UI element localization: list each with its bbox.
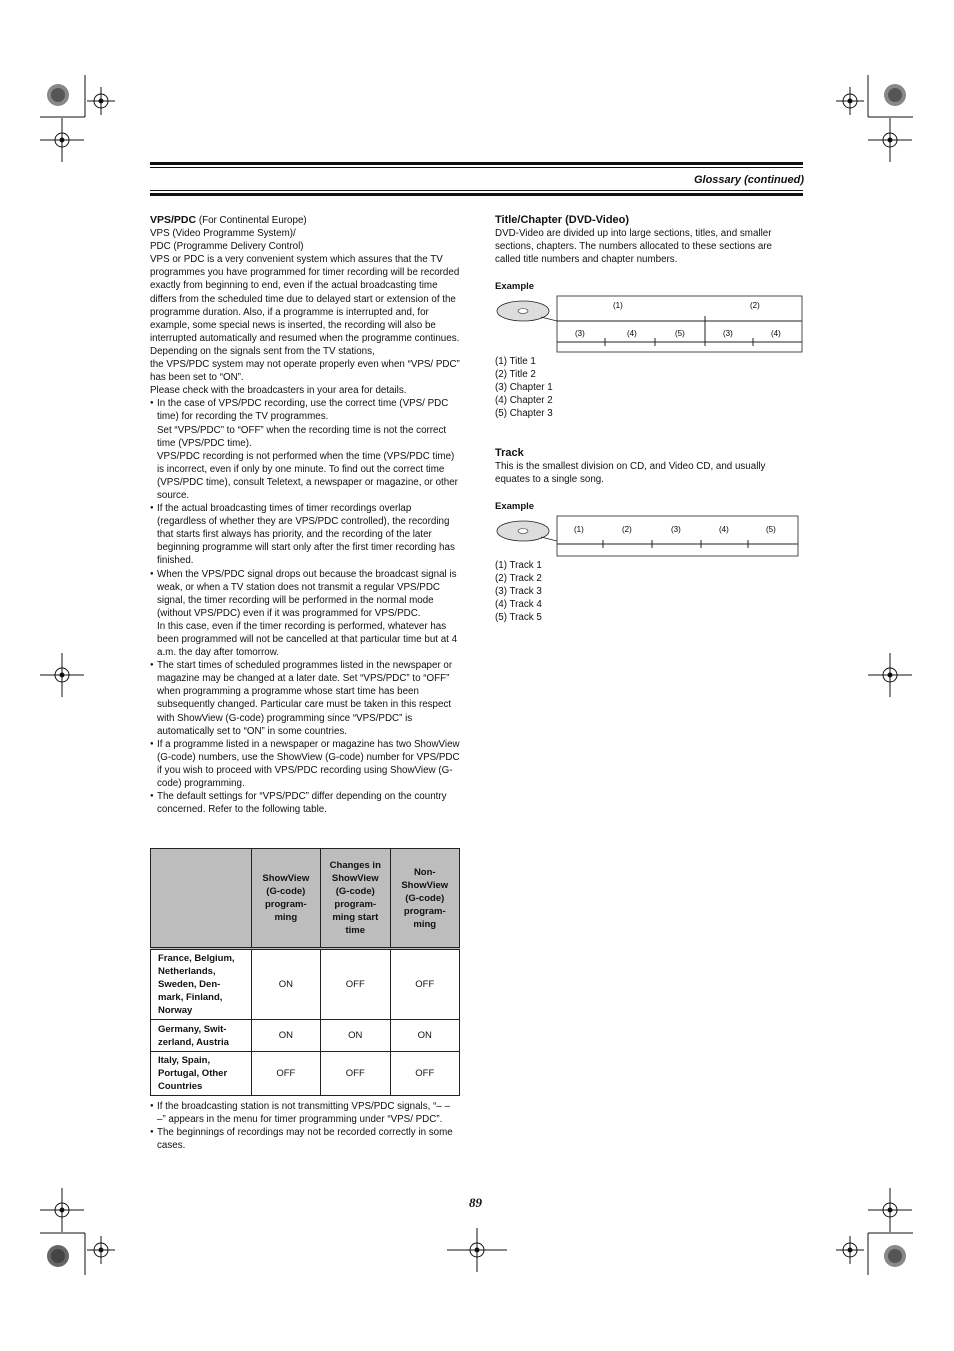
legend-item: (4) Track 4	[495, 599, 542, 611]
table-header-row	[151, 849, 460, 949]
table-header-cell: Changes in ShowView (G-code) program- ming start time	[321, 849, 390, 949]
table-cell: OFF	[390, 949, 459, 1020]
vps-bullet: ● The default settings for “VPS/PDC” differ depending on the country concerned. Refer to the following table.	[150, 790, 460, 816]
vps-footnote: ● If the broadcasting station is not transmitting VPS/PDC signals, “– – –” appears in the menu for timer programming under “VPS/ PDC”.	[150, 1100, 460, 1126]
vps-para: Depending on the signals sent from the TV stations,	[150, 345, 375, 357]
diagram-label: (1)	[613, 301, 623, 310]
table-header-cell	[151, 849, 252, 949]
diagram-label: (5)	[675, 329, 685, 338]
table-row-header: France, Belgium, Netherlands, Sweden, Den- mark, Finland, Norway	[151, 949, 252, 1020]
vps-bullet: ● The start times of scheduled programmes listed in the newspaper or magazine may be changed at a later date. Set “VPS/PDC” to “OFF” when programming a programme whose start time has been subsequently changed. Particular care must be taken in this respect with ShowView (G-code) programming since “VPS/PDC” is automatically set to “ON” in some countries.	[150, 659, 460, 738]
table-cell: ON	[321, 1020, 390, 1052]
track-heading: Track	[495, 447, 524, 459]
vps-default-table	[150, 848, 460, 1096]
right-column-title	[495, 214, 800, 266]
legend-item: (1) Track 1	[495, 560, 542, 571]
example-label: Example	[495, 501, 535, 512]
header-rule-thin	[150, 167, 803, 168]
left-footnotes	[150, 1100, 460, 1152]
legend-item: (1) Title 1	[495, 356, 536, 367]
diagram-label: (3)	[723, 329, 733, 338]
diagram-label: (3)	[671, 525, 681, 534]
legend-item: (5) Chapter 3	[495, 408, 553, 420]
title-chapter-heading: Title/Chapter (DVD-Video)	[495, 214, 630, 226]
left-column	[150, 214, 460, 816]
legend-item: (4) Chapter 2	[495, 395, 553, 407]
table-cell: OFF	[251, 1052, 320, 1096]
vps-para: PDC (Programme Delivery Control)	[150, 241, 304, 253]
table-row	[151, 1020, 460, 1052]
vps-para: VPS or PDC is a very convenient system which assures that the TV programmes you have programmed for timer recording will be recorded exactly from beginning to end, even if the actual broadcasting time differs from the scheduled time due to delayed start or extension of the programme duration. Also, if a programme is interrupted and, for example, some special news is inserted, the recording will also be interrupted automatically and resumed when the programme continues.	[150, 254, 460, 344]
table-header-cell: ShowView (G-code) program- ming	[251, 849, 320, 949]
track-text: This is the smallest division on CD, and Video CD, and usually equates to a single song.	[495, 461, 766, 486]
vps-heading-note: (For Continental Europe)	[198, 215, 307, 226]
track-legend	[495, 559, 542, 624]
header-rule-bottom	[150, 190, 803, 191]
header-rule-top	[150, 162, 803, 165]
diagram-label: (5)	[766, 525, 776, 534]
vps-bullet: ● If a programme listed in a newspaper or magazine has two ShowView (G-code) numbers, use the ShowView (G-code) number for VPS/PDC if you wish to proceed with VPS/PDC recording using ShowView (G-code) programming.	[150, 738, 460, 790]
table-cell: OFF	[321, 1052, 390, 1096]
table-cell: ON	[251, 1020, 320, 1052]
diagram-label: (4)	[719, 525, 729, 534]
vps-bullet-cont: Set “VPS/PDC” to “OFF” when the recording time is not the correct time (VPS/PDC time).	[157, 424, 447, 449]
vps-para: Please check with the broadcasters in your area for details.	[150, 385, 407, 397]
legend-item: (2) Track 2	[495, 573, 542, 585]
legend-item: (2) Title 2	[495, 369, 536, 381]
title-chapter-text: DVD-Video are divided up into large sections, titles, and smaller sections, chapters. The numbers allocated to these sections are called title numbers and chapter numbers.	[495, 228, 773, 266]
vps-heading: VPS/PDC	[150, 214, 197, 226]
vps-bullet: ● When the VPS/PDC signal drops out because the broadcast signal is weak, or when a TV station does not transmit a regular VPS/PDC signal, the timer recording will be performed in the normal mode (without VPS/PDC) even if it was programmed for VPS/PDC.	[150, 568, 460, 620]
vps-para: the VPS/PDC system may not operate properly even when “VPS/ PDC” has been set to “ON”.	[150, 359, 460, 384]
table-row-header: Italy, Spain, Portugal, Other Countries	[151, 1052, 252, 1096]
diagram-label: (3)	[575, 329, 585, 338]
title-legend	[495, 355, 553, 420]
legend-item: (3) Track 3	[495, 586, 542, 598]
table-cell: OFF	[390, 1052, 459, 1096]
table-row	[151, 1052, 460, 1096]
vps-bullet: ● If the actual broadcasting times of timer recordings overlap (regardless of whether they are VPS/PDC controlled), the recording that starts first always has priority, and the recording of the later beginning programme will start only after the first timer recording has finished.	[150, 502, 460, 567]
table-cell: OFF	[321, 949, 390, 1020]
legend-item: (3) Chapter 1	[495, 382, 553, 394]
right-column-track	[495, 447, 800, 486]
diagram-label: (2)	[622, 525, 632, 534]
vps-bullet: ● In the case of VPS/PDC recording, use the correct time (VPS/ PDC time) for recording the TV programmes.	[150, 397, 460, 423]
table-row-header: Germany, Swit- zerland, Austria	[151, 1020, 252, 1052]
table-cell: ON	[251, 949, 320, 1020]
vps-para: VPS (Video Programme System)/	[150, 228, 296, 240]
example-label: Example	[495, 281, 535, 292]
track-diagram	[495, 514, 805, 560]
table-cell: ON	[390, 1020, 459, 1052]
diagram-label: (4)	[771, 329, 781, 338]
diagram-label: (1)	[574, 525, 584, 534]
vps-bullet-cont: VPS/PDC recording is not performed when the time (VPS/PDC time) is incorrect, even if only by one minute. To find out the correct time (VPS/PDC time), consult Teletext, a newspaper or magazine, or other source.	[157, 450, 458, 501]
vps-bullet-cont: In this case, even if the timer recording is performed, whatever has been programmed will not be cancelled at that particular time but at 4 a.m. the day after tomorrow.	[157, 620, 458, 659]
table-row	[151, 949, 460, 1020]
table-header-cell: Non- ShowView (G-code) program- ming	[390, 849, 459, 949]
legend-item: (5) Track 5	[495, 612, 542, 624]
diagram-label: (4)	[627, 329, 637, 338]
page-number: 89	[469, 1195, 482, 1210]
title-chapter-diagram	[495, 294, 805, 356]
header-rule-bottom-thick	[150, 193, 803, 196]
diagram-label: (2)	[750, 301, 760, 310]
page-header-title: Glossary (continued)	[693, 174, 804, 186]
vps-footnote: ● The beginnings of recordings may not be recorded correctly in some cases.	[150, 1126, 460, 1152]
